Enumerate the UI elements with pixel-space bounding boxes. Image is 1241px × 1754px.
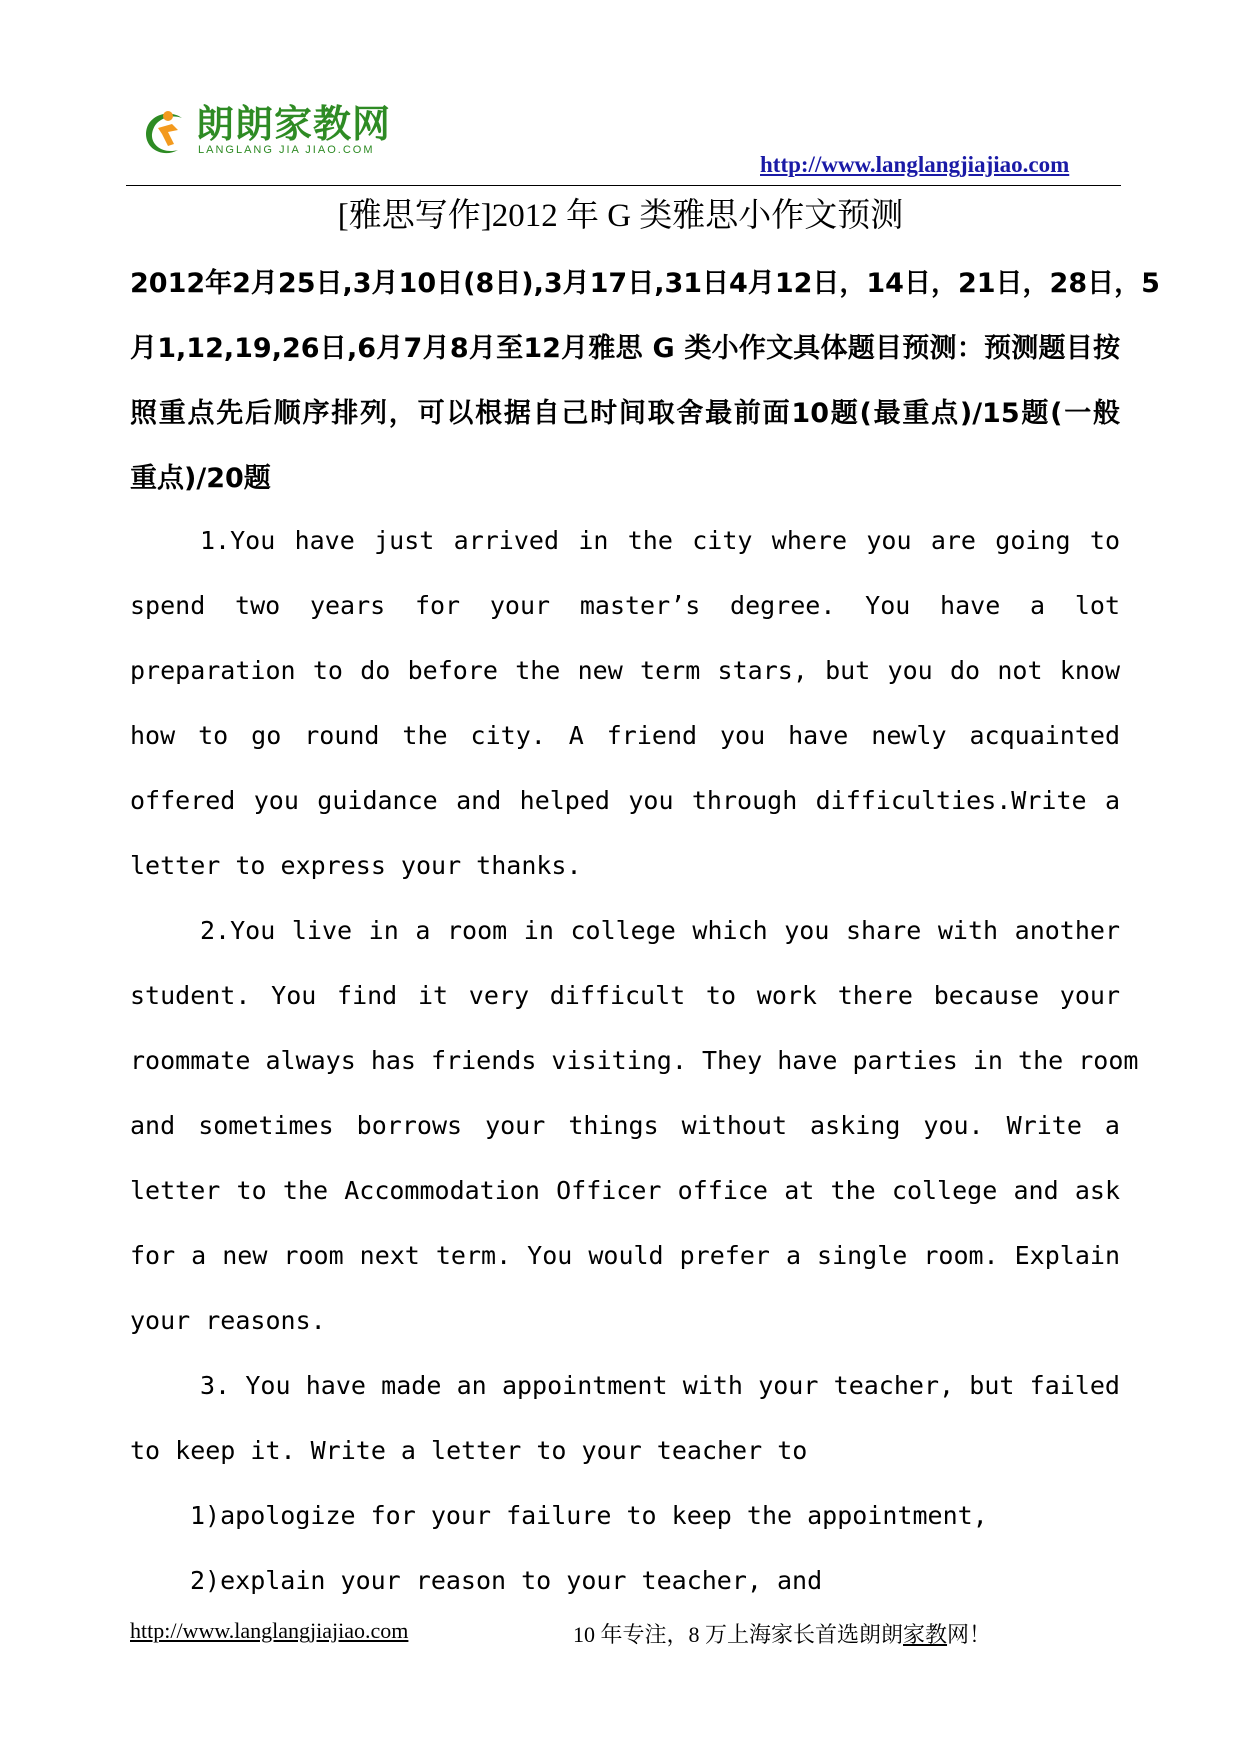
footer-slogan xyxy=(573,1618,991,1649)
question-line: 3. You have made an appointment with your teacher, but failed xyxy=(200,1371,1120,1400)
question-line: preparation to do before the new term stars, but you do not know xyxy=(130,656,1120,685)
questions-body xyxy=(130,508,1139,1613)
question-sub-item: 2)explain your reason to your teacher, and xyxy=(190,1566,823,1595)
footer-slogan-prefix: 10 年专注，8 万上海家长首选朗朗 xyxy=(573,1622,904,1647)
header-url-link[interactable]: http://www.langlangjiajiao.com xyxy=(760,152,1070,177)
question-sub-item: 1)apologize for your failure to keep the appointment, xyxy=(190,1501,988,1530)
header-divider xyxy=(126,185,1121,186)
question-line: your reasons. xyxy=(130,1306,326,1335)
question-1 xyxy=(130,508,1120,898)
question-line: how to go round the city. A friend you have newly acquainted xyxy=(130,721,1120,750)
question-line: letter to the Accommodation Officer office at the college and ask xyxy=(130,1176,1120,1205)
question-line: 2.You live in a room in college which you share with another xyxy=(200,916,1120,945)
question-line: letter to express your thanks. xyxy=(130,851,582,880)
document-title: [雅思写作]2012 年 G 类雅思小作文预测 xyxy=(337,198,904,234)
question-line: student. You find it very difficult to work there because your xyxy=(130,981,1120,1010)
intro-line: 月1,12,19,26日,6月7月8月至12月雅思 G 类小作文具体题目预测：预测题目按 xyxy=(130,333,1120,364)
question-2 xyxy=(130,898,1139,1353)
question-line: spend two years for your master’s degree. You have a lot xyxy=(130,591,1120,620)
logo-person-icon xyxy=(138,104,192,158)
footer-url-link[interactable]: http://www.langlangjiajiao.com xyxy=(130,1618,409,1643)
footer-slogan-suffix: 网！ xyxy=(947,1622,992,1647)
footer-slogan-underlined: 家教 xyxy=(903,1622,948,1647)
logo-name-cn: 朗朗家教网 xyxy=(196,102,392,146)
intro-paragraph xyxy=(130,251,1160,511)
question-line: offered you guidance and helped you through difficulties.Write a xyxy=(130,786,1120,815)
question-line: 1.You have just arrived in the city where you are going to xyxy=(200,526,1120,555)
question-line: roommate always has friends visiting. They have parties in the room xyxy=(130,1046,1139,1075)
site-logo[interactable] xyxy=(138,100,428,162)
intro-line: 照重点先后顺序排列，可以根据自己时间取舍最前面10题(最重点)/15题(一般 xyxy=(130,398,1120,429)
question-line: for a new room next term. You would prefer a single room. Explain xyxy=(130,1241,1120,1270)
question-3 xyxy=(130,1353,1120,1613)
intro-line: 2012年2月25日,3月10日(8日),3月17日,31日4月12日，14日，21日，28日，5 xyxy=(130,268,1160,299)
logo-name-en: LANGLANG JIA JIAO.COM xyxy=(198,144,375,156)
question-line: and sometimes borrows your things without asking you. Write a xyxy=(130,1111,1120,1140)
intro-line: 重点)/20题 xyxy=(130,463,271,494)
question-line: to keep it. Write a letter to your teacher to xyxy=(130,1436,808,1465)
